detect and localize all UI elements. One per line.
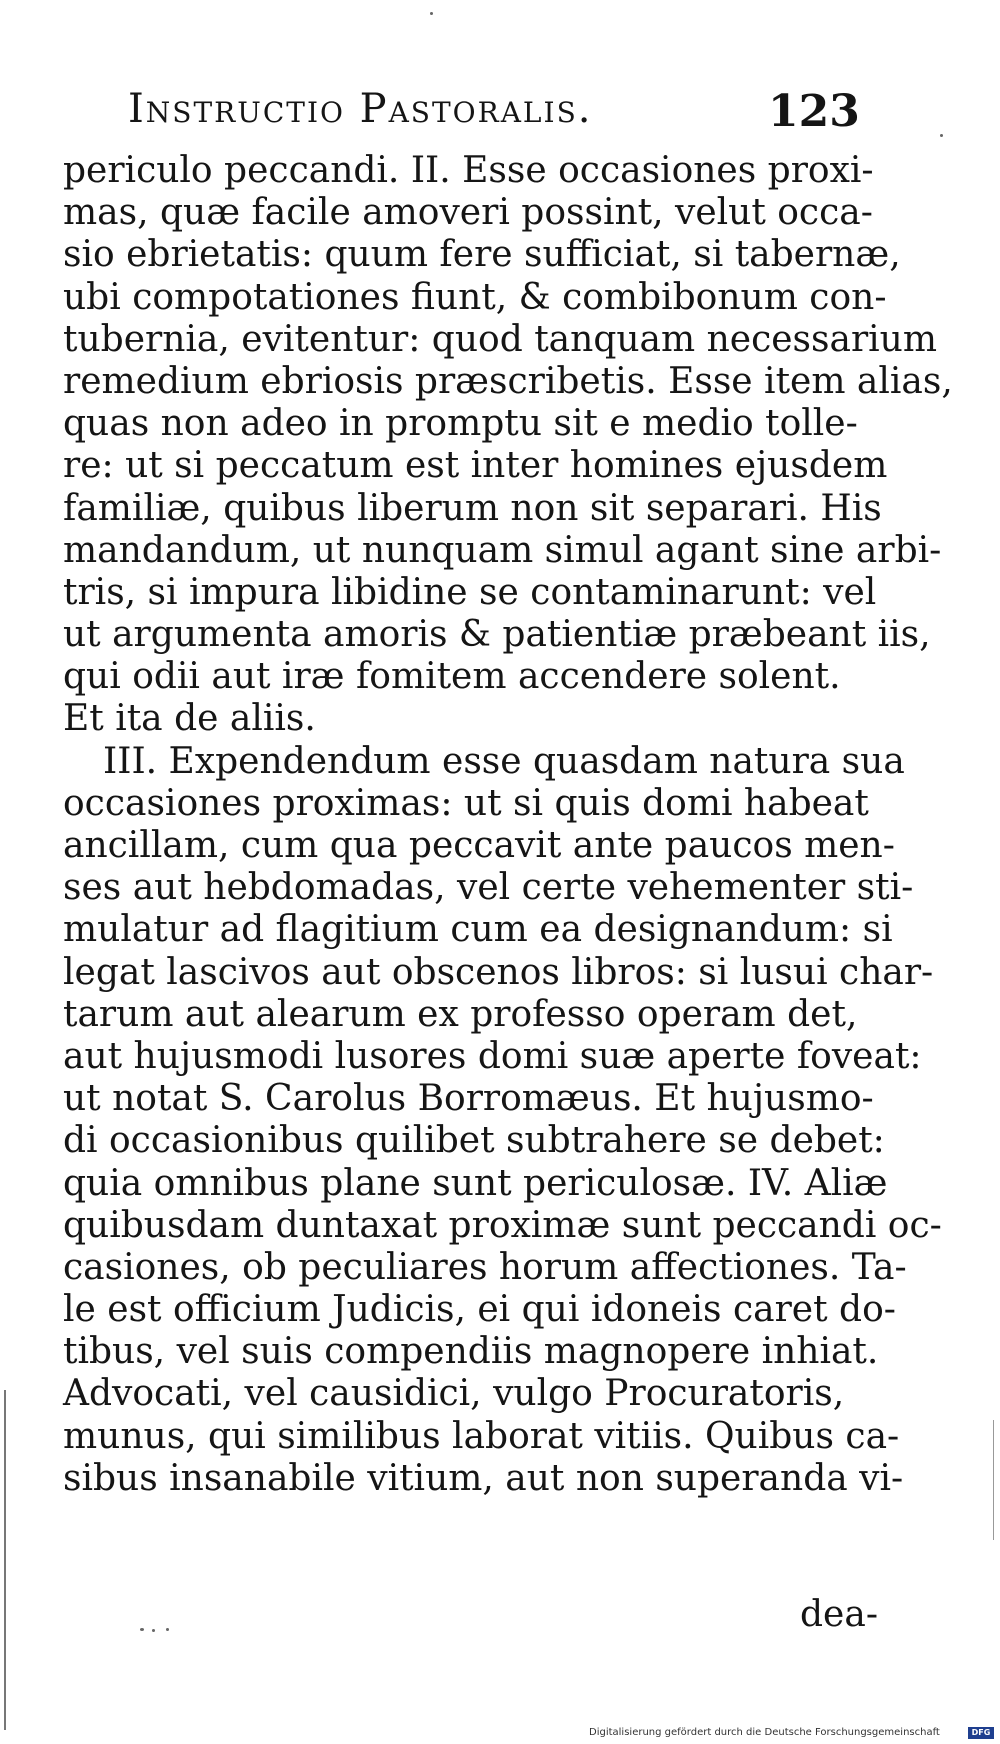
catchword: dea- [800, 1594, 878, 1635]
text-line: tris, si impura libidine se contaminarunt: vel [63, 571, 877, 613]
text-line: Advocati, vel causidici, vulgo Procuratoris, [63, 1373, 845, 1415]
scan-speck [430, 12, 433, 15]
scan-edge-line [993, 1420, 994, 1540]
text-line: di occasionibus quilibet subtrahere se debet: [63, 1120, 885, 1162]
text-line: munus, qui similibus laborat vitiis. Quibus ca- [63, 1415, 900, 1457]
text-line: familiæ, quibus liberum non sit separari. His [63, 487, 882, 529]
scan-speck [140, 1628, 144, 1631]
text-line: sio ebrietatis: quum fere sufficiat, si tabernæ, [63, 234, 901, 276]
scan-speck [152, 1629, 155, 1632]
text-line: mas, quæ facile amoveri possint, velut occa- [63, 192, 873, 234]
text-line: periculo peccandi. II. Esse occasiones proxi- [63, 150, 874, 191]
text-line: Et ita de aliis. [63, 698, 316, 740]
text-line: ancillam, cum qua peccavit ante paucos men- [63, 825, 895, 866]
running-header [128, 78, 908, 138]
dfg-logo: DFG [968, 1727, 994, 1739]
text-line: re: ut si peccatum est inter homines ejusdem [63, 445, 888, 487]
text-line: quibusdam duntaxat proximæ sunt peccandi oc- [63, 1204, 942, 1246]
running-title: Instructio Pastoralis. [128, 86, 593, 132]
text-line: ut argumenta amoris & patientiæ præbeant iis, [63, 614, 931, 656]
text-line: legat lascivos aut obscenos libros: si lusui char- [63, 951, 934, 993]
text-line: remedium ebriosis præscribetis. Esse item alias, [63, 360, 953, 402]
text-line: tubernia, evitentur: quod tanquam necessarium [63, 318, 938, 360]
text-line: sibus insanabile vitium, aut non superanda vi- [63, 1457, 904, 1499]
text-line: le est officium Judicis, ei qui idoneis caret do- [63, 1289, 896, 1331]
body-text [63, 150, 953, 1500]
scan-speck [940, 134, 943, 137]
scan-speck [166, 1628, 169, 1631]
text-line: casiones, ob peculiares horum affectiones. Ta- [63, 1246, 907, 1288]
paragraph-start-line: III. Expendendum esse quasdam natura sua [103, 740, 905, 782]
text-line: tarum aut alearum ex professo operam det, [63, 993, 858, 1035]
text-line: quia omnibus plane sunt periculosæ. IV. Aliæ [63, 1162, 888, 1204]
text-line: qui odii aut iræ fomitem accendere solent. [63, 656, 841, 698]
text-line: mulatur ad flagitium cum ea designandum: si [63, 909, 893, 951]
text-line: aut hujusmodi lusores domi suæ aperte foveat: [63, 1035, 922, 1077]
text-line: ses aut hebdomadas, vel certe vehementer sti- [63, 867, 914, 909]
page-number: 123 [768, 86, 860, 137]
text-line: quas non adeo in promptu sit e medio tolle- [63, 403, 858, 445]
text-line: mandandum, ut nunquam simul agant sine arbi- [63, 529, 942, 571]
text-line: tibus, vel suis compendiis magnopere inhiat. [63, 1331, 879, 1373]
scan-edge-line [4, 1390, 6, 1730]
text-line: occasiones proximas: ut si quis domi habeat [63, 782, 869, 824]
digitization-credit: Digitalisierung gefördert durch die Deutsche Forschungsgemeinschaft [589, 1727, 940, 1738]
text-line: ubi compotationes fiunt, & combibonum con- [63, 276, 887, 318]
text-line: ut notat S. Carolus Borromæus. Et hujusmo- [63, 1078, 874, 1120]
